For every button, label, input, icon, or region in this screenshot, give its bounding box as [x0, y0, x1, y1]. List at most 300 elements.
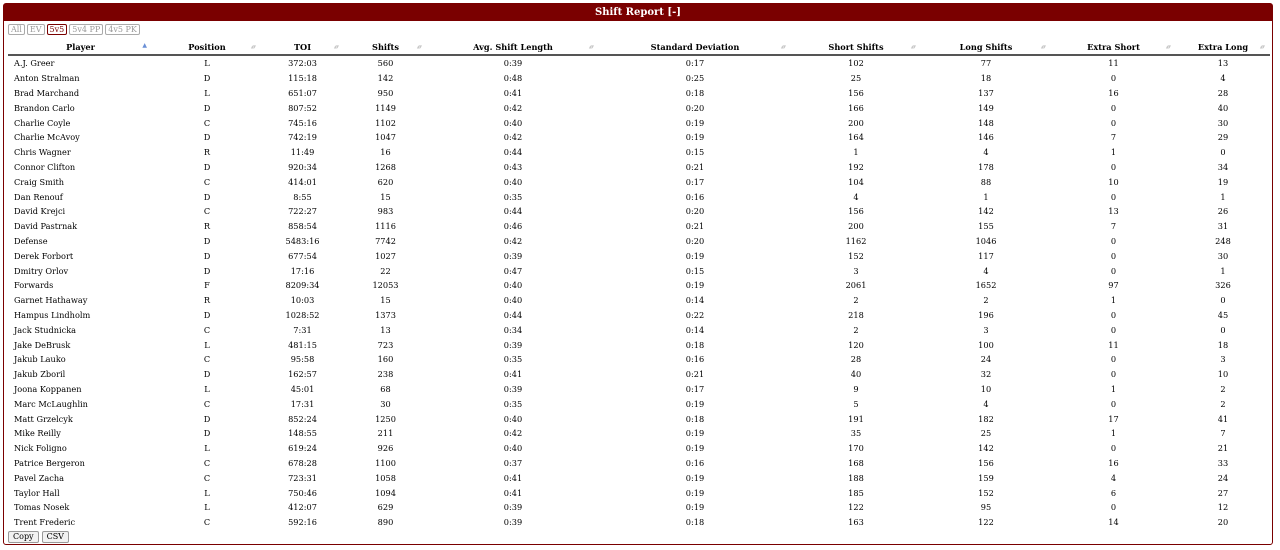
cell-position: D	[203, 132, 211, 143]
cell-short-shifts: 2	[853, 295, 859, 306]
cell-long-shifts: 149	[978, 102, 994, 113]
cell-extra-short: 1	[1110, 428, 1117, 439]
cell-short-shifts: 1	[853, 147, 859, 158]
column-header-label: Extra Long	[1197, 41, 1249, 52]
cell-standard-deviation: 0:19	[685, 250, 705, 261]
cell-extra-long: 248	[1215, 235, 1231, 246]
cell-long-shifts: 88	[980, 176, 992, 187]
table-row	[8, 71, 1270, 86]
cell-position: L	[204, 502, 210, 513]
cell-avg-shift-length: 0:35	[503, 191, 523, 202]
cell-standard-deviation: 0:19	[685, 487, 705, 498]
column-header-label: Position	[188, 41, 226, 52]
cell-avg-shift-length: 0:41	[503, 369, 523, 380]
cell-standard-deviation: 0:25	[685, 73, 705, 84]
cell-short-shifts: 4	[853, 191, 859, 202]
cell-avg-shift-length: 0:42	[503, 428, 523, 439]
cell-toi: 414:01	[288, 176, 317, 187]
cell-extra-short: 0	[1110, 191, 1117, 202]
cell-long-shifts: 1	[983, 191, 989, 202]
cell-toi: 17:31	[290, 398, 315, 409]
cell-extra-long: 30	[1217, 250, 1229, 261]
table-row	[8, 396, 1270, 411]
cell-shifts: 1094	[375, 487, 396, 498]
cell-toi: 372:03	[288, 58, 317, 69]
column-header-label: Standard Deviation	[650, 41, 740, 52]
cell-short-shifts: 5	[853, 398, 859, 409]
cell-short-shifts: 104	[848, 176, 864, 187]
cell-toi: 722:27	[288, 206, 317, 217]
cell-extra-short: 0	[1110, 369, 1117, 380]
cell-player: Marc McLaughlin	[14, 398, 88, 409]
cell-short-shifts: 2	[853, 324, 859, 335]
cell-long-shifts: 95	[980, 502, 992, 513]
cell-avg-shift-length: 0:37	[503, 457, 523, 468]
cell-short-shifts: 164	[848, 132, 864, 143]
table-row	[8, 500, 1270, 515]
cell-short-shifts: 102	[848, 58, 864, 69]
cell-avg-shift-length: 0:44	[503, 309, 523, 320]
sort-icon: ▲▼	[333, 44, 338, 49]
cell-avg-shift-length: 0:39	[503, 502, 523, 513]
column-header-position[interactable]	[153, 39, 261, 55]
cell-position: L	[204, 87, 210, 98]
column-header-extra-short[interactable]	[1051, 39, 1176, 55]
column-header-label: Player	[66, 41, 95, 52]
table-row	[8, 337, 1270, 352]
cell-extra-short: 16	[1108, 457, 1119, 468]
cell-extra-short: 1	[1110, 295, 1117, 306]
cell-toi: 723:31	[288, 472, 317, 483]
cell-long-shifts: 25	[980, 428, 992, 439]
cell-extra-short: 1	[1110, 147, 1117, 158]
cell-extra-short: 0	[1110, 398, 1117, 409]
cell-avg-shift-length: 0:42	[503, 102, 523, 113]
cell-shifts: 1373	[375, 309, 396, 320]
cell-shifts: 1102	[375, 117, 396, 128]
cell-extra-short: 7	[1110, 132, 1117, 143]
table-row	[8, 204, 1270, 219]
cell-shifts: 1027	[375, 250, 396, 261]
cell-player: Joona Koppanen	[14, 383, 82, 394]
cell-shifts: 1149	[375, 102, 396, 113]
cell-avg-shift-length: 0:34	[503, 324, 523, 335]
cell-position: C	[203, 176, 211, 187]
cell-position: L	[204, 58, 210, 69]
table-row	[8, 100, 1270, 115]
cell-extra-long: 0	[1220, 324, 1226, 335]
cell-extra-short: 6	[1110, 487, 1117, 498]
cell-player: Forwards	[14, 280, 54, 291]
cell-shifts: 926	[377, 443, 394, 454]
table-row	[8, 426, 1270, 441]
cell-player: Brandon Carlo	[14, 102, 75, 113]
sort-icon: ▲▼	[1165, 44, 1170, 49]
cell-long-shifts: 100	[978, 339, 994, 350]
panel-title[interactable]: Shift Report [-]	[4, 4, 1272, 21]
cell-avg-shift-length: 0:39	[503, 517, 523, 528]
cell-long-shifts: 148	[978, 117, 994, 128]
cell-shifts: 7742	[375, 235, 396, 246]
cell-extra-long: 40	[1217, 102, 1229, 113]
cell-position: D	[203, 73, 211, 84]
cell-player: Brad Marchand	[14, 87, 80, 98]
column-header-short-shifts[interactable]	[791, 39, 921, 55]
cell-shifts: 1268	[375, 161, 396, 172]
cell-long-shifts: 182	[978, 413, 994, 424]
cell-standard-deviation: 0:21	[685, 369, 705, 380]
table-row	[8, 485, 1270, 500]
cell-short-shifts: 185	[848, 487, 864, 498]
cell-extra-short: 13	[1108, 206, 1119, 217]
column-header-shifts[interactable]	[344, 39, 427, 55]
cell-avg-shift-length: 0:39	[503, 383, 523, 394]
cell-short-shifts: 166	[848, 102, 864, 113]
cell-extra-short: 0	[1110, 265, 1117, 276]
cell-extra-short: 0	[1110, 354, 1117, 365]
cell-position: L	[204, 443, 210, 454]
column-header-toi[interactable]	[261, 39, 344, 55]
cell-standard-deviation: 0:16	[685, 191, 705, 202]
cell-short-shifts: 191	[848, 413, 864, 424]
cell-avg-shift-length: 0:41	[503, 487, 523, 498]
cell-position: C	[203, 354, 211, 365]
cell-standard-deviation: 0:22	[685, 309, 705, 320]
cell-extra-short: 0	[1110, 443, 1117, 454]
cell-standard-deviation: 0:14	[685, 295, 705, 306]
cell-shifts: 1058	[375, 472, 396, 483]
cell-standard-deviation: 0:20	[685, 235, 705, 246]
cell-standard-deviation: 0:21	[685, 161, 705, 172]
sort-icon: ▲▼	[1259, 44, 1264, 49]
column-header-extra-long[interactable]	[1176, 39, 1270, 55]
cell-short-shifts: 218	[848, 309, 864, 320]
cell-toi: 162:57	[288, 369, 317, 380]
cell-extra-long: 28	[1217, 87, 1229, 98]
cell-player: Pavel Zacha	[14, 472, 65, 483]
column-header-label: Shifts	[372, 41, 399, 52]
cell-extra-long: 10	[1217, 369, 1229, 380]
cell-standard-deviation: 0:19	[685, 472, 705, 483]
cell-long-shifts: 77	[980, 58, 992, 69]
cell-long-shifts: 24	[980, 354, 992, 365]
cell-short-shifts: 1162	[845, 235, 867, 246]
cell-shifts: 1250	[375, 413, 396, 424]
cell-avg-shift-length: 0:35	[503, 398, 523, 409]
cell-avg-shift-length: 0:40	[503, 280, 523, 291]
cell-shifts: 142	[377, 73, 394, 84]
column-header-label: Extra Short	[1087, 41, 1140, 52]
filter-ev[interactable]: EV	[27, 24, 45, 35]
table-row	[8, 278, 1270, 293]
cell-toi: 17:16	[290, 265, 315, 276]
cell-toi: 412:07	[288, 502, 317, 513]
cell-shifts: 560	[377, 58, 394, 69]
cell-extra-long: 18	[1217, 339, 1229, 350]
cell-toi: 10:03	[290, 295, 315, 306]
cell-extra-short: 97	[1108, 280, 1119, 291]
cell-standard-deviation: 0:17	[685, 58, 705, 69]
cell-short-shifts: 156	[848, 206, 864, 217]
cell-shifts: 22	[380, 265, 391, 276]
cell-player: Jakub Lauko	[14, 354, 66, 365]
table-row	[8, 160, 1270, 175]
column-header-avg-shift-length[interactable]	[427, 39, 599, 55]
column-header-label: Long Shifts	[959, 41, 1013, 52]
cell-long-shifts: 152	[978, 487, 994, 498]
sort-icon: ▲▼	[588, 44, 593, 49]
cell-long-shifts: 4	[983, 265, 989, 276]
table-row	[8, 55, 1270, 71]
cell-long-shifts: 4	[983, 147, 989, 158]
cell-extra-long: 2	[1220, 398, 1226, 409]
cell-extra-long: 2	[1220, 383, 1226, 394]
cell-shifts: 620	[377, 176, 394, 187]
cell-toi: 115:18	[288, 73, 317, 84]
filter-5v5[interactable]: 5v5	[47, 24, 68, 35]
cell-long-shifts: 3	[983, 324, 989, 335]
cell-avg-shift-length: 0:35	[503, 354, 523, 365]
cell-avg-shift-length: 0:41	[503, 472, 523, 483]
cell-extra-long: 24	[1217, 472, 1229, 483]
table-row	[8, 248, 1270, 263]
cell-standard-deviation: 0:19	[685, 398, 705, 409]
table-row	[8, 293, 1270, 308]
cell-toi: 148:55	[288, 428, 317, 439]
cell-extra-long: 34	[1217, 161, 1229, 172]
cell-toi: 920:34	[288, 161, 317, 172]
cell-shifts: 68	[380, 383, 391, 394]
cell-long-shifts: 178	[978, 161, 994, 172]
cell-long-shifts: 18	[980, 73, 992, 84]
filter-4v5-pk[interactable]: 4v5 PK	[105, 24, 140, 35]
cell-long-shifts: 2	[983, 295, 989, 306]
cell-shifts: 1116	[375, 221, 396, 232]
cell-player: Mike Reilly	[14, 428, 61, 439]
csv-button[interactable]: CSV	[42, 531, 69, 543]
table-row	[8, 189, 1270, 204]
cell-standard-deviation: 0:14	[685, 324, 705, 335]
cell-extra-short: 16	[1108, 87, 1119, 98]
table-row	[8, 308, 1270, 323]
column-header-standard-deviation[interactable]	[599, 39, 791, 55]
cell-standard-deviation: 0:20	[685, 206, 705, 217]
cell-short-shifts: 9	[853, 383, 859, 394]
cell-extra-short: 10	[1108, 176, 1119, 187]
table-row	[8, 234, 1270, 249]
cell-player: Charlie Coyle	[14, 117, 71, 128]
cell-long-shifts: 146	[978, 132, 994, 143]
cell-avg-shift-length: 0:43	[503, 161, 523, 172]
cell-standard-deviation: 0:18	[685, 413, 705, 424]
cell-extra-short: 17	[1108, 413, 1119, 424]
cell-shifts: 238	[377, 369, 394, 380]
cell-short-shifts: 192	[848, 161, 864, 172]
cell-player: Garnet Hathaway	[14, 295, 88, 306]
cell-position: D	[203, 161, 211, 172]
cell-position: C	[203, 324, 211, 335]
cell-position: D	[203, 265, 211, 276]
cell-extra-short: 0	[1110, 502, 1117, 513]
cell-extra-short: 0	[1110, 117, 1117, 128]
sort-ascending-icon: ▲	[142, 42, 147, 49]
cell-long-shifts: 155	[978, 221, 994, 232]
column-header-label: TOI	[293, 41, 312, 52]
cell-position: D	[203, 250, 211, 261]
cell-avg-shift-length: 0:40	[503, 176, 523, 187]
cell-long-shifts: 122	[978, 517, 994, 528]
cell-shifts: 983	[377, 206, 394, 217]
cell-extra-short: 0	[1110, 235, 1117, 246]
cell-extra-long: 20	[1217, 517, 1229, 528]
cell-standard-deviation: 0:20	[685, 102, 705, 113]
cell-position: L	[204, 383, 210, 394]
table-row	[8, 456, 1270, 471]
cell-short-shifts: 25	[850, 73, 862, 84]
cell-position: D	[203, 309, 211, 320]
cell-toi: 750:46	[288, 487, 317, 498]
cell-long-shifts: 117	[978, 250, 994, 261]
cell-avg-shift-length: 0:46	[503, 221, 523, 232]
cell-extra-short: 0	[1110, 250, 1117, 261]
cell-player: Jack Studnicka	[14, 324, 77, 335]
cell-long-shifts: 32	[980, 369, 992, 380]
cell-position: C	[203, 206, 211, 217]
cell-standard-deviation: 0:19	[685, 443, 705, 454]
filter-5v4-pp[interactable]: 5v4 PP	[69, 24, 103, 35]
cell-standard-deviation: 0:17	[685, 383, 705, 394]
cell-extra-long: 1	[1220, 265, 1226, 276]
cell-position: C	[203, 398, 211, 409]
table-row	[8, 470, 1270, 485]
cell-avg-shift-length: 0:40	[503, 295, 523, 306]
cell-toi: 8209:34	[285, 280, 320, 291]
cell-extra-short: 14	[1108, 517, 1119, 528]
cell-toi: 45:01	[290, 383, 315, 394]
cell-position: L	[204, 487, 210, 498]
cell-toi: 745:16	[288, 117, 317, 128]
table-row	[8, 145, 1270, 160]
column-header-label: Avg. Shift Length	[473, 41, 553, 52]
cell-short-shifts: 3	[853, 265, 859, 276]
cell-short-shifts: 40	[850, 369, 862, 380]
cell-player: Matt Grzelcyk	[14, 413, 73, 424]
cell-long-shifts: 142	[978, 443, 994, 454]
cell-player: Dmitry Orlov	[14, 265, 69, 276]
cell-avg-shift-length: 0:40	[503, 413, 523, 424]
cell-extra-short: 11	[1108, 58, 1119, 69]
cell-avg-shift-length: 0:44	[503, 206, 523, 217]
cell-player: Anton Stralman	[14, 73, 80, 84]
cell-avg-shift-length: 0:47	[503, 265, 523, 276]
cell-standard-deviation: 0:19	[685, 502, 705, 513]
cell-position: C	[203, 472, 211, 483]
cell-avg-shift-length: 0:39	[503, 339, 523, 350]
cell-position: C	[203, 457, 211, 468]
cell-avg-shift-length: 0:39	[503, 250, 523, 261]
table-row	[8, 515, 1270, 530]
shift-table	[8, 39, 1270, 530]
column-header-long-shifts[interactable]	[921, 39, 1051, 55]
cell-long-shifts: 159	[978, 472, 994, 483]
cell-standard-deviation: 0:19	[685, 132, 705, 143]
cell-shifts: 160	[377, 354, 394, 365]
cell-position: C	[203, 117, 211, 128]
cell-extra-long: 0	[1220, 147, 1226, 158]
cell-toi: 11:49	[290, 147, 315, 158]
cell-extra-long: 41	[1217, 413, 1229, 424]
cell-avg-shift-length: 0:39	[503, 58, 523, 69]
cell-short-shifts: 188	[848, 472, 864, 483]
cell-short-shifts: 170	[848, 443, 864, 454]
cell-shifts: 30	[380, 398, 391, 409]
cell-toi: 95:58	[290, 354, 315, 365]
cell-extra-long: 326	[1215, 280, 1231, 291]
cell-standard-deviation: 0:19	[685, 280, 705, 291]
cell-player: A.J. Greer	[14, 58, 55, 69]
table-body	[8, 55, 1270, 530]
strength-filter-group	[8, 24, 140, 35]
cell-standard-deviation: 0:18	[685, 87, 705, 98]
cell-short-shifts: 122	[848, 502, 864, 513]
cell-position: R	[203, 295, 211, 306]
cell-extra-long: 7	[1220, 428, 1226, 439]
cell-long-shifts: 137	[978, 87, 994, 98]
cell-toi: 1028:52	[285, 309, 320, 320]
table-row	[8, 411, 1270, 426]
cell-extra-long: 30	[1217, 117, 1229, 128]
cell-avg-shift-length: 0:48	[503, 73, 523, 84]
table-row	[8, 130, 1270, 145]
cell-extra-short: 1	[1110, 383, 1117, 394]
cell-shifts: 15	[380, 191, 391, 202]
cell-standard-deviation: 0:19	[685, 117, 705, 128]
cell-player: David Pastrnak	[14, 221, 78, 232]
cell-player: Dan Renouf	[14, 191, 63, 202]
filter-all[interactable]: All	[8, 24, 25, 35]
cell-shifts: 629	[377, 502, 394, 513]
cell-shifts: 15	[380, 295, 391, 306]
cell-player: Charlie McAvoy	[14, 132, 80, 143]
cell-avg-shift-length: 0:40	[503, 117, 523, 128]
cell-short-shifts: 152	[848, 250, 864, 261]
cell-player: Tomas Nosek	[14, 502, 70, 513]
cell-long-shifts: 1652	[975, 280, 997, 291]
cell-avg-shift-length: 0:42	[503, 235, 523, 246]
cell-extra-long: 21	[1217, 443, 1229, 454]
cell-standard-deviation: 0:16	[685, 457, 705, 468]
cell-avg-shift-length: 0:41	[503, 87, 523, 98]
cell-extra-long: 1	[1220, 191, 1226, 202]
cell-short-shifts: 35	[850, 428, 862, 439]
cell-toi: 678:28	[288, 457, 317, 468]
cell-position: D	[203, 369, 211, 380]
export-buttons	[8, 531, 69, 543]
cell-avg-shift-length: 0:42	[503, 132, 523, 143]
cell-extra-long: 26	[1217, 206, 1229, 217]
cell-shifts: 723	[377, 339, 394, 350]
cell-player: Jakub Zboril	[14, 369, 66, 380]
cell-shifts: 1100	[375, 457, 396, 468]
table-row	[8, 441, 1270, 456]
cell-extra-long: 4	[1220, 73, 1226, 84]
cell-toi: 8:55	[293, 191, 312, 202]
column-header-player[interactable]	[8, 39, 153, 55]
copy-button[interactable]: Copy	[8, 531, 39, 543]
cell-shifts: 950	[377, 87, 394, 98]
cell-long-shifts: 142	[978, 206, 994, 217]
cell-extra-long: 12	[1217, 502, 1229, 513]
